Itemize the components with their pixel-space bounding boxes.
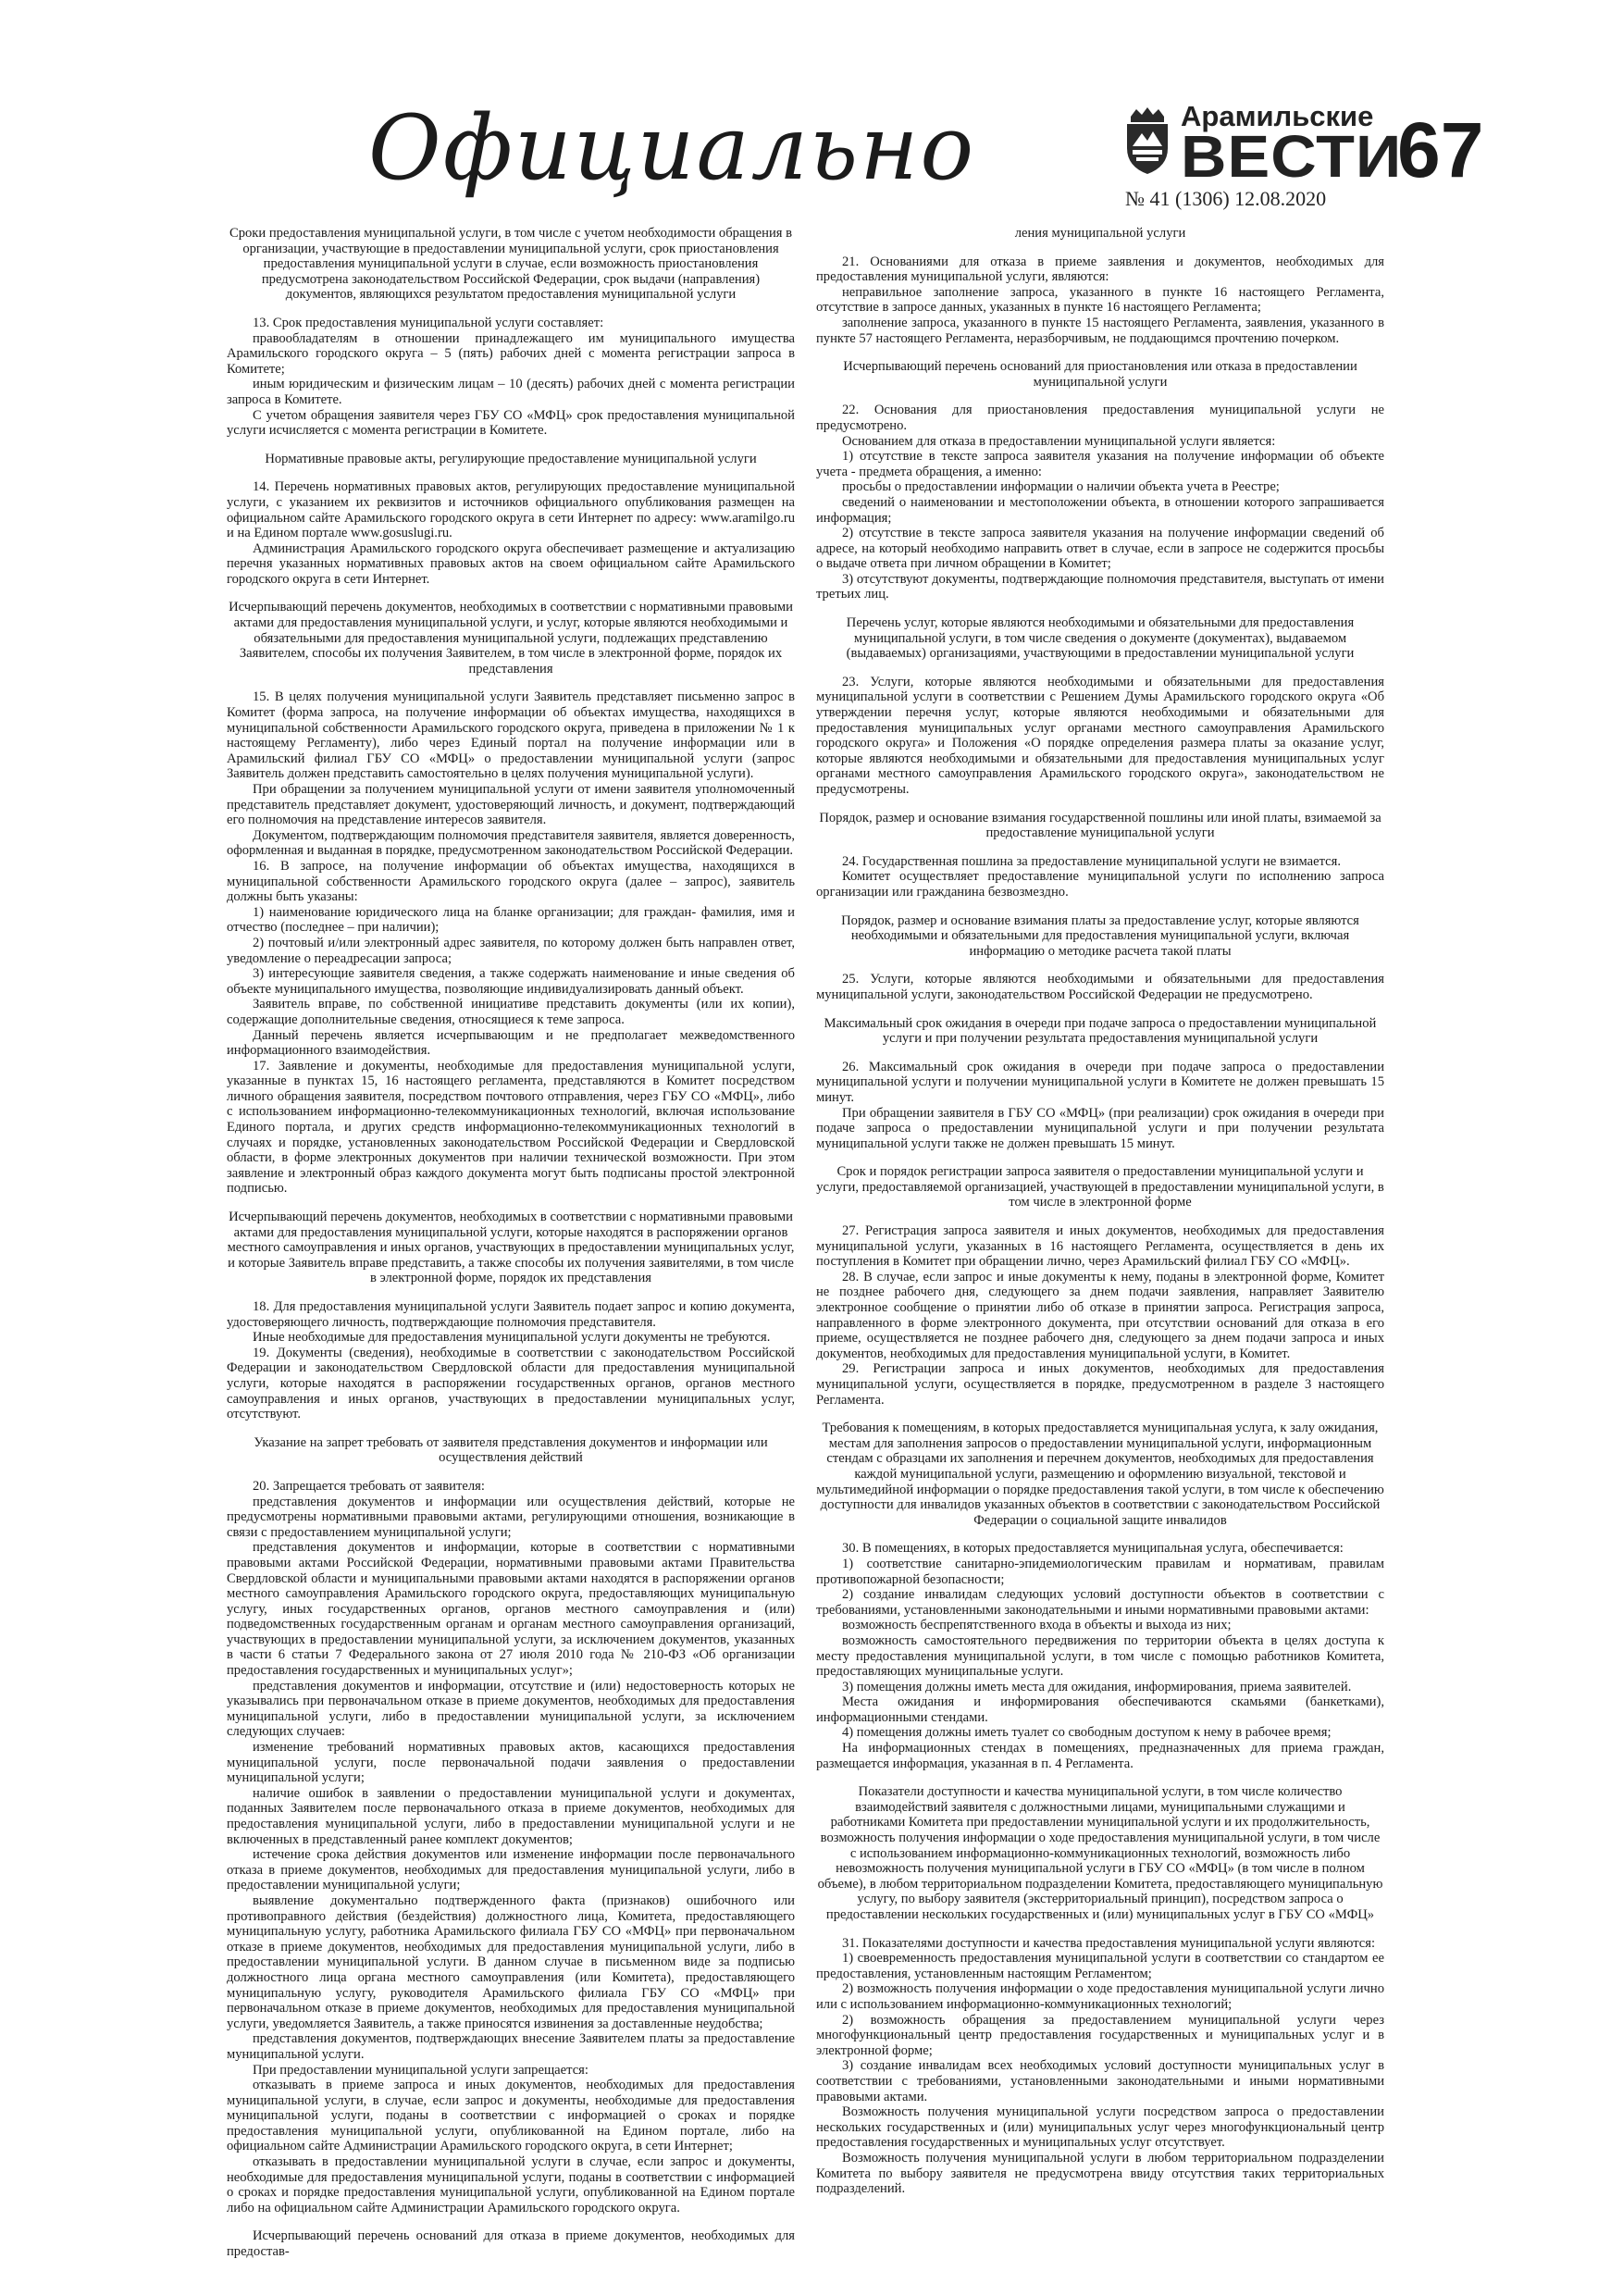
paragraph: заполнение запроса, указанного в пункте 15 настоящего Регламента, заявления, указанного в пункте 57 настоящего Регламента, неразборчивым, не поддающимся прочтению почерком. [816, 315, 1384, 346]
paragraph: Иные необходимые для предоставления муниципальной услуги документы не требуются. [253, 1330, 771, 1346]
paragraph: 26. Максимальный срок ожидания в очереди при подаче запроса о предоставлении муниципальной услуги и получении муниципальной услуги в Комитете не должен превышать 15 минут. [816, 1059, 1384, 1105]
paragraph: 16. В запросе, на получение информации об объектах имущества, находящихся в муниципальной собственности Арамильского городского округа (далее – запрос), заявитель должны быть указаны: [227, 858, 795, 905]
paragraph: 31. Показателями доступности и качества предоставления муниципальной услуги являются: [842, 1935, 1376, 1951]
list-item: 1) соответствие санитарно-эпидемиологическим правилам и нормативам, правилам противопожарной безопасности; [816, 1556, 1384, 1587]
paragraph: 28. В случае, если запрос и иные документы к нему, поданы в электронной форме, Комитет не позднее рабочего дня, следующего за днем подачи заявления, направляет Заявителю электронное сообщение о принятии либо об отказе в принятии запроса. Регистрация запроса, направленного в форме электронного документа, при отсутствии оснований для отказа в его приеме, осуществляется не позднее рабочего дня, следующего за днем подачи запроса и иных документов, необходимых для предоставления муниципальной услуги, в Комитет. [816, 1269, 1384, 1361]
paragraph: Администрация Арамильского городского округа обеспечивает размещение и актуализацию перечня указанных нормативных правовых актов на своем официальном сайте Арамильского городского округа в сети Интернет. [227, 540, 795, 587]
list-item: сведений о наименовании и местоположении объекта, в отношении которого запрашивается информация; [816, 494, 1384, 526]
list-item: 1) отсутствие в тексте запроса заявителя указания на получение информации об объекте учета - предмета обращения, а именно: [816, 449, 1384, 479]
section-heading: Порядок, размер и основание взимания платы за предоставление услуг, которые являются необходимыми и обязательными для предоставления муниципальной услуги, включая информацию о методике расчета такой платы [841, 912, 1359, 959]
paragraph: 18. Для предоставления муниципальной услуги Заявитель подает запрос и копию документа, удостоверяющего личность, подтверждающие полномочия представителя. [227, 1299, 795, 1330]
paragraph: Документом, подтверждающим полномочия представителя заявителя, является доверенность, оформленная и выданная в порядке, предусмотренном законодательством Российской Федерации. [227, 827, 795, 859]
paragraph: представления документов, подтверждающих внесение Заявителем платы за предоставление муниципальной услуги. [227, 2031, 795, 2062]
section-heading: Максимальный срок ожидания в очереди при подаче запроса о предоставлении муниципальной услуги и при получении результата предоставления муниципальной услуги [824, 1015, 1377, 1047]
list-item: 3) интересующие заявителя сведения, а также содержать наименование и иные сведения об объекте муниципального имущества, позволяющие индивидуализировать данный объект. [227, 966, 795, 997]
paragraph: На информационных стендах в помещениях, предназначенных для приема граждан, размещается информация, указанная в п. 4 Регламента. [816, 1741, 1384, 1771]
section-heading: Перечень услуг, которые являются необходимыми и обязательными для предоставления муниципальной услуги, в том числе сведения о документе (документах), выдаваемом (выдаваемых) организациями, участвующими в предоставлении муниципальной услуги [846, 615, 1355, 662]
left-column [227, 226, 795, 2260]
section-heading: Сроки предоставления муниципальной услуги, в том числе с учетом необходимости обращения в организации, участвующие в предоставлении муниципальной услуги, срок приостановления предоставления муниципальной услуги в случае, если возможность приостановления предусмотрена законодательством Российской Федерации, срок выдачи (направления) документов, являющихся результатом предоставления муниципальной услуги [229, 226, 793, 303]
paragraph: 23. Услуги, которые являются необходимыми и обязательными для предоставления муниципальной услуги в соответствии с Решением Думы Арамильского городского округа «Об утверждении перечня услуг, которые являются необходимыми и обязательными для предоставления муниципальных услуг органами местного самоуправления Арамильского городского округа» и Положения «О порядке определения размера платы за оказание услуг, которые являются необходимыми и обязательными для предоставления муниципальных услуг органами местного самоуправления Арамильского городского округа», законодательством не предусмотрены. [816, 674, 1384, 797]
section-title: Официально [368, 96, 976, 200]
paragraph: Места ожидания и информирования обеспечиваются скамьями (банкетками), информационными стендами. [816, 1694, 1384, 1725]
list-item: 1) своевременность предоставления муниципальной услуги в соответствии со стандартом ее предоставления, установленным настоящим Регламентом; [816, 1951, 1384, 1981]
city-crest-icon [1121, 105, 1173, 176]
section-heading: Нормативные правовые акты, регулирующие предоставление муниципальной услуги [265, 451, 757, 466]
section-heading: Указание на запрет требовать от заявителя представления документов и информации или осуществления действий [254, 1434, 768, 1466]
section-heading: Исчерпывающий перечень документов, необходимых в соответствии с нормативными правовыми актами для предоставления муниципальной услуги, и услуг, которые являются необходимыми и обязательными для предоставления муниципальной услуги, подлежащих представлению Заявителем, способы их получения Заявителем, в том числе в электронной форме, порядок их представления [229, 600, 793, 676]
list-item: 2) возможность получения информации о ходе предоставления муниципальной услуги лично или с использованием информационно-коммуникационных технологий; [816, 1981, 1384, 2012]
section-heading: Исчерпывающий перечень документов, необходимых в соответствии с нормативными правовыми актами для предоставления муниципальной услуги, которые находятся в распоряжении органов местного самоуправления и иных органов, участвующих в предоставлении муниципальных услуг, и которые Заявитель вправе представить, а также способы их получения заявителями, в том числе в электронной форме, порядок их представления [227, 1210, 795, 1286]
paragraph: 15. В целях получения муниципальной услуги Заявитель представляет письменно запрос в Комитет (форма запроса, на получение информации об объектах имущества, находящихся в муниципальной собственности Арамильского городского округа, приведена в приложении № 1 к настоящему Регламенту), либо через Единый портал на получение информации или в Арамильский филиал ГБУ СО «МФЦ» о предоставлении муниципальной услуги (запрос Заявитель должен представить самостоятельно в целях получения муниципальной услуги). [227, 689, 795, 782]
paragraph: представления документов и информации или осуществления действий, которые не предусмотрены нормативными правовыми актами, регулирующими отношения, возникающие в связи с предоставлением муниципальной услуги; [227, 1494, 795, 1540]
list-item: 2) отсутствие в тексте запроса заявителя указания на получение информации сведений об адресе, на который необходимо направить ответ в случае, если в запросе не содержится просьбы о выдаче ответа при личном обращении в Комитет; [816, 526, 1384, 572]
paragraph: правообладателям в отношении принадлежащего им муниципального имущества Арамильского городского округа – 5 (пять) рабочих дней с момента регистрации запроса в Комитете; [227, 330, 795, 377]
paragraph: иным юридическим и физическим лицам – 10 (десять) рабочих дней с момента регистрации запроса в Комитете. [227, 377, 795, 407]
paragraph: 29. Регистрации запроса и иных документов, необходимых для предоставления муниципальной услуги, осуществляется в порядке, предусмотренном в разделе 3 настоящего Регламента. [816, 1361, 1384, 1408]
list-item: 2) возможность обращения за предоставлением муниципальной услуги через многофункциональный центр предоставления государственных и муниципальных услуг и в электронной форме; [816, 2012, 1384, 2058]
list-item: 2) почтовый и/или электронный адрес заявителя, по которому должен быть направлен ответ, уведомление о переадресации запроса; [227, 935, 795, 966]
paragraph: представления документов и информации, отсутствие и (или) недостоверность которых не указывались при первоначальном отказе в приеме документов, необходимых для предоставления муниципальной услуги, либо в предоставлении муниципальной услуги, за исключением следующих случаев: [227, 1678, 795, 1740]
list-item: 3) помещения должны иметь места для ожидания, информирования, приема заявителей. [842, 1679, 1352, 1694]
paragraph: Основанием для отказа в предоставлении муниципальной услуги является: [842, 433, 1276, 449]
paragraph: 19. Документы (сведения), необходимые в соответствии с законодательством Российской Федерации и законодательством Свердловской области для предоставления муниципальной услуги, которые находятся в распоряжении государственных органов, органов местного самоуправления и иных органов, участвующих в предоставлении муниципальных услуг, отсутствуют. [227, 1345, 795, 1422]
paragraph: Комитет осуществляет предоставление муниципальной услуги по исполнению запроса организации или гражданина безвозмездно. [816, 869, 1384, 900]
list-item: 4) помещения должны иметь туалет со свободным доступом к нему в рабочее время; [842, 1725, 1332, 1741]
paragraph: возможность беспрепятственного входа в объекты и выхода из них; [842, 1618, 1232, 1633]
list-item: 3) отсутствуют документы, подтверждающие полномочия представителя, выступать от имени третьих лиц. [816, 571, 1384, 602]
list-item: просьбы о предоставлении информации о наличии объекта учета в Реестре; [842, 479, 1280, 495]
paragraph: 21. Основаниями для отказа в приеме заявления и документов, необходимых для предоставления муниципальной услуги, являются: [816, 254, 1384, 285]
page-number: 67 [1397, 106, 1484, 193]
paragraph: наличие ошибок в заявлении о предоставлении муниципальной услуги и документах, поданных Заявителем после первоначального отказа в приеме документов, необходимых для предоставления муниципальной услуги, либо в предоставлении муниципальной услуги и не включенных в представленный ранее комплект документов; [227, 1785, 795, 1847]
paragraph: истечение срока действия документов или изменение информации после первоначального отказа в приеме документов, необходимых для предоставления муниципальной услуги, либо в предоставлении муниципальной услуги; [227, 1847, 795, 1893]
section-heading: Требования к помещениям, в которых предоставляется муниципальная услуга, к залу ожидания, местам для заполнения запросов о предоставлении муниципальной услуги, информационным стендам с образцами их заполнения и перечнем документов, необходимых для предоставления каждой муниципальной услуги, размещению и оформлению визуальной, текстовой и мультимедийной информации о порядке предоставления такой услуги, в том числе к обеспечению доступности для инвалидов указанных объектов в соответствии с законодательством Российской Федерации о социальной защите инвалидов [816, 1421, 1384, 1528]
paragraph: отказывать в предоставлении муниципальной услуги в случае, если запрос и документы, необходимые для предоставления муниципальной услуги, поданы в соответствии с информацией о сроках и порядке предоставления муниципальной услуги, опубликованной на Едином портале либо на официальном сайте Администрации Арамильского городского округа. [227, 2154, 795, 2215]
paragraph: Возможность получения муниципальной услуги посредством запроса о предоставлении нескольких государственных и (или) муниципальных услуг через многофункциональный центр предоставления государственных и муниципальных услуг отсутствует. [816, 2104, 1384, 2151]
list-item: 1) наименование юридического лица на бланке организации; для граждан- фамилия, имя и отчество (последнее – при наличии); [227, 904, 795, 936]
paragraph: ления муниципальной услуги [1014, 226, 1186, 241]
paragraph: представления документов и информации, которые в соответствии с нормативными правовыми актами Российской Федерации, нормативными правовыми актами Правительства Свердловской области и муниципальными правовыми актами находятся в распоряжении органов местного самоуправления Арамильского городского округа, предоставляющих муниципальную услугу, иных государственных органов, органов местного самоуправления и (или) подведомственных государственным органам и органам местного самоуправления организаций, участвующих в предоставлении муниципальной услуги, за исключением документов, указанных в части 6 статьи 7 Федерального закона от 27 июля 2010 года № 210-ФЗ «Об организации предоставления государственных и муниципальных услуг»; [227, 1540, 795, 1679]
right-column [816, 226, 1384, 2197]
section-heading: Исчерпывающий перечень оснований для приостановления или отказа в предоставлении муниципальной услуги [843, 359, 1357, 390]
paragraph: Заявитель вправе, по собственной инициативе представить документы (или их копии), содержащие дополнительные сведения, относящиеся к теме запроса. [227, 997, 795, 1027]
paragraph: С учетом обращения заявителя через ГБУ СО «МФЦ» срок предоставления муниципальной услуги исчисляется с момента регистрации в Комитете. [227, 407, 795, 439]
section-heading: Порядок, размер и основание взимания государственной пошлины или иной платы, взимаемой за предоставление муниципальной услуги [819, 810, 1381, 841]
paper-city: Арамильские [1181, 100, 1374, 132]
paragraph: При предоставлении муниципальной услуги запрещается: [253, 2062, 588, 2078]
list-item: 2) создание инвалидам следующих условий доступности объектов в соответствии с требованиями, установленными законодательными и иными нормативными правовыми актами: [816, 1587, 1384, 1618]
paragraph: При обращении заявителя в ГБУ СО «МФЦ» (при реализации) срок ожидания в очереди при подаче запроса о предоставлении муниципальной услуги и при получении результата муниципальной услуги также не должен превышать 15 минут. [816, 1105, 1384, 1151]
paragraph: 17. Заявление и документы, необходимые для предоставления муниципальной услуги, указанные в пунктах 15, 16 настоящего регламента, представляются в Комитет посредством личного обращения заявителя, посредством почтового отправления, через ГБУ СО «МФЦ», либо с использованием информационно-телекоммуникационных технологий, включая использование Единого портала, и других средств информационно-телекоммуникационных технологий в случаях и порядке, установленных законодательством Российской Федерации и Свердловской области, в форме электронных документов при наличии технической возможности. При этом заявление и электронный образ каждого документа могут быть подписаны простой электронной подписью. [227, 1058, 795, 1197]
paragraph: Исчерпывающий перечень оснований для отказа в приеме документов, необходимых для предостав- [227, 2228, 795, 2260]
paragraph: 24. Государственная пошлина за предоставление муниципальной услуги не взимается. [842, 853, 1341, 869]
paragraph: 22. Основания для приостановления предоставления муниципальной услуги не предусмотрено. [816, 403, 1384, 433]
paragraph: 14. Перечень нормативных правовых актов, регулирующих предоставление муниципальной услуги, с указанием их реквизитов и источников официального опубликования размещен на официальном сайте Арамильского городского округа в сети Интернет по адресу: www.aramilgo.ru и на Едином портале www.gosuslugi.ru. [227, 479, 795, 541]
list-item: 3) создание инвалидам всех необходимых условий доступности муниципальных услуг в соответствии с требованиями, установленными законодательными и иными нормативными правовыми актами. [816, 2058, 1384, 2104]
paragraph: Возможность получения муниципальной услуги в любом территориальном подразделении Комитета по выбору заявителя не предусмотрена ввиду отсутствия таких территориальных подразделений. [816, 2150, 1384, 2197]
paragraph: 27. Регистрация запроса заявителя и иных документов, необходимых для предоставления муниципальной услуги, указанных в 16 настоящего Регламента, осуществляется в день их поступления в Комитет при обращении лично, через Арамильский филиал ГБУ СО «МФЦ». [816, 1223, 1384, 1270]
paragraph: отказывать в приеме запроса и иных документов, необходимых для предоставления муниципальной услуги, в случае, если запрос и документы, необходимые для предоставления муниципальной услуги, поданы в соответствии с информацией о сроках и порядке предоставления муниципальной услуги, опубликованной на Едином портале, либо на официальном сайте Администрации Арамильского городского округа, в сети Интернет; [227, 2078, 795, 2154]
paragraph: Данный перечень является исчерпывающим и не предполагает межведомственного информационного взаимодействия. [227, 1027, 795, 1059]
section-heading: Срок и порядок регистрации запроса заявителя о предоставлении муниципальной услуги и услуги, предоставляемой организацией, участвующей в предоставлении муниципальной услуги, в том числе в электронной форме [816, 1164, 1384, 1210]
section-heading: Показатели доступности и качества муниципальной услуги, в том числе количество взаимодействий заявителя с должностными лицами, муниципальными служащими и работниками Комитета при предоставлении муниципальной услуги и их продолжительность, возможность получения информации о ходе предоставления муниципальной услуги, в том числе с использованием информационно-коммуникационных технологий, возможность либо невозможность получения муниципальной услуги в ГБУ СО «МФЦ» (в том числе в полном объеме), в любом территориальном подразделении Комитета, предоставляющего муниципальную услугу, по выбору заявителя (экстерриториальный принцип), посредством запроса о предоставлении нескольких государственных и (или) муниципальных услуг в ГБУ СО «МФЦ» [817, 1784, 1383, 1922]
paper-name: ВЕСТИ [1181, 123, 1403, 190]
paragraph: выявление документально подтвержденного факта (признаков) ошибочного или противоправного действия (бездействия) должностного лица, Комитета, предоставляющего муниципальную услугу, работника Арамильского филиала ГБУ СО «МФЦ» при первоначальном отказе в приеме документов, необходимых для предоставления муниципальной услуги, либо в предоставлении муниципальной услуги. В данном случае в письменном виде за подписью должностного лица органа местного самоуправления (или Комитета), предоставляющего муниципальную услугу, руководителя Арамильского филиала ГБУ СО «МФЦ» при первоначальном отказе в приеме документов, необходимых для предоставления муниципальной услуги, уведомляется Заявитель, а также приносятся извинения за доставленные неудобства; [227, 1893, 795, 2031]
paragraph: При обращении за получением муниципальной услуги от имени заявителя уполномоченный представитель представляет документ, удостоверяющий личность, и документ, подтверждающий его полномочия на представление интересов заявителя. [227, 782, 795, 828]
masthead [1121, 100, 1403, 211]
paragraph: неправильное заполнение запроса, указанного в пункте 16 настоящего Регламента, отсутствие в запросе данных, указанных в пункте 16 настоящего Регламента; [816, 284, 1384, 316]
paragraph: 20. Запрещается требовать от заявителя: [253, 1478, 485, 1494]
paragraph: 13. Срок предоставления муниципальной услуги составляет: [253, 315, 604, 330]
paragraph: изменение требований нормативных правовых актов, касающихся предоставления муниципальной услуги, после первоначальной подачи заявления о предоставлении муниципальной услуги; [227, 1740, 795, 1786]
paragraph: 25. Услуги, которые являются необходимыми и обязательными для предоставления муниципальной услуги, законодательством Российской Федерации не предусмотрено. [816, 972, 1384, 1002]
paragraph: 30. В помещениях, в которых предоставляется муниципальная услуга, обеспечивается: [842, 1541, 1344, 1557]
paragraph: возможность самостоятельного передвижения по территории объекта в целях доступа к месту предоставления муниципальной услуги, в том числе с помощью работников Комитета, предоставляющих муниципальные услуги. [816, 1632, 1384, 1680]
issue-info: № 41 (1306) 12.08.2020 [1125, 187, 1327, 210]
